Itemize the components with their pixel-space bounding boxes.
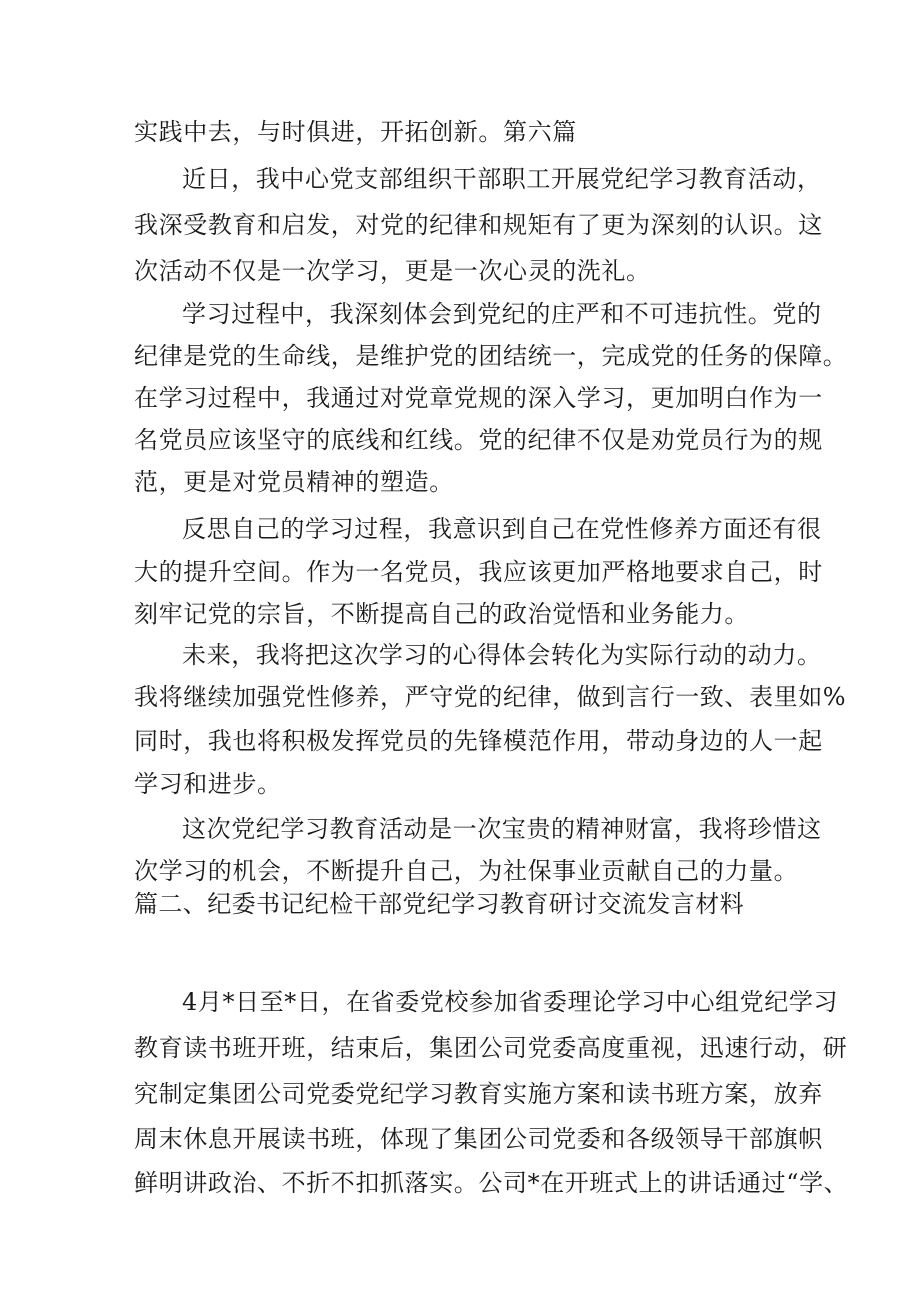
text-line: 大的提升空间。作为一名党员，我应该更加严格地要求自己，时: [134, 558, 823, 586]
text-line: 名党员应该坚守的底线和红线。党的纪律不仅是劝党员行为的规: [134, 426, 823, 454]
paragraph-start-line: 这次党纪学习教育活动是一次宝贵的精神财富，我将珍惜这: [182, 815, 822, 843]
text-line: 周末休息开展读书班，体现了集团公司党委和各级领导干部旗帜: [134, 1125, 823, 1153]
text-line: 范，更是对党员精神的塑造。: [134, 468, 454, 496]
text-line: 我将继续加强党性修养，严守党的纪律，做到言行一致、表里如%: [134, 683, 847, 711]
text-line: 次活动不仅是一次学习，更是一次心灵的洗礼。: [134, 257, 651, 285]
section-heading: 篇二、纪委书记纪检干部党纪学习教育研讨交流发言材料: [134, 890, 744, 918]
text-line: 同时，我也将积极发挥党员的先锋模范作用，带动身边的人一起: [134, 727, 823, 755]
text-line: 实践中去，与时俱进，开拓创新。第六篇: [134, 118, 577, 146]
text-line: 次学习的机会，不断提升自己，为社保事业贡献自己的力量。: [134, 857, 799, 885]
paragraph-start-line: 未来，我将把这次学习的心得体会转化为实际行动的动力。: [182, 641, 822, 669]
paragraph-start-line: 反思自己的学习过程，我意识到自己在党性修养方面还有很: [182, 515, 822, 543]
paragraph-start-line: 近日，我中心党支部组织干部职工开展党纪学习教育活动，: [182, 165, 822, 193]
text-line: 纪律是党的生命线，是维护党的团结统一，完成党的任务的保障。: [134, 342, 848, 370]
text-line: 鲜明讲政治、不折不扣抓落实。公司*在开班式上的讲话通过“学、: [134, 1169, 849, 1197]
text-line: 我深受教育和启发，对党的纪律和规矩有了更为深刻的认识。这: [134, 211, 823, 239]
text-line: 刻牢记党的宗旨，不断提高自己的政治觉悟和业务能力。: [134, 600, 749, 628]
text-line: 究制定集团公司党委党纪学习教育实施方案和读书班方案，放弃: [134, 1080, 823, 1108]
text-line: 学习和进步。: [134, 770, 282, 798]
text-line: 教育读书班开班，结束后，集团公司党委高度重视，迅速行动，研: [134, 1034, 848, 1062]
paragraph-start-line: 学习过程中，我深刻体会到党纪的庄严和不可违抗性。党的: [182, 300, 822, 328]
paragraph-start-line: 4月*日至*日，在省委党校参加省委理论学习中心组党纪学习: [182, 988, 839, 1016]
text-line: 在学习过程中，我通过对党章党规的深入学习，更加明白作为一: [134, 384, 823, 412]
